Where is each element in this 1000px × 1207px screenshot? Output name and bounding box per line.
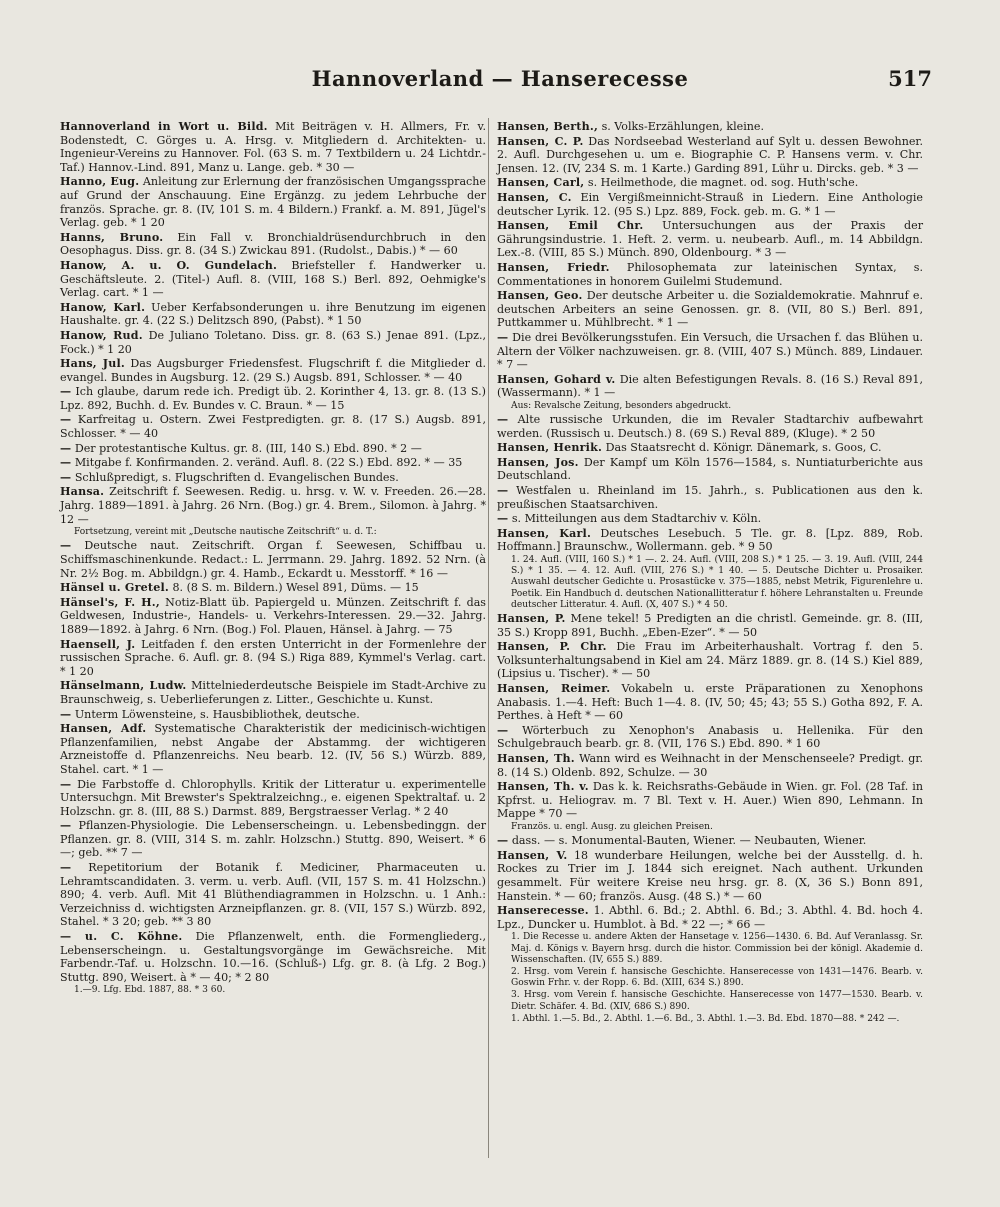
- entry-heading: Hansen, P. Chr.: [497, 640, 607, 654]
- entry-heading: Hansen, C.: [497, 190, 572, 204]
- entry-text: Zeitschrift f. Seewesen. Redig. u. hrsg. v. W. v. Freeden. 26.—28. Jahrg. 1889—1891. à Jahrg. 26 Nrn. (Bog.) gr. 4. Brem., Silomon. à Jahrg. * 12 —: [60, 485, 486, 526]
- entry-text: Alte russische Urkunden, die im Revaler Stadtarchiv aufbewahrt werden. (Russisch u. Deutsch.) 8. (69 S.) Reval 889, (Kluge). * 2 50: [497, 413, 923, 440]
- catalog-entry: [497, 849, 923, 903]
- catalog-entry: [60, 778, 486, 819]
- entry-text: Die alten Befestigungen Revals. 8. (16 S.) Reval 891, (Wassermann). * 1 —: [497, 372, 923, 400]
- entry-note: 1. Die Recesse u. andere Akten der Hansetage v. 1256—1430. 6. Bd. Auf Veranlassg. Sr. Maj. d. Königs v. Bayern hrsg. durch die histor. Commission bei der königl. Akademie d. Wissenschaften. (IV, 655 S.) 889.: [511, 932, 923, 965]
- entry-heading: —: [60, 385, 72, 399]
- column-divider: [488, 118, 489, 1158]
- entry-heading: Hansen, Geo.: [497, 289, 583, 303]
- catalog-entry: [497, 331, 923, 372]
- entry-text: De Juliano Toletano. Diss. gr. 8. (63 S.) Jenae 891. (Lpz., Fock.) * 1 20: [60, 328, 487, 356]
- entry-heading: Hansa.: [60, 485, 105, 499]
- entry-text: Der Kampf um Köln 1576—1584, s. Nuntiaturberichte aus Deutschland.: [497, 455, 923, 483]
- catalog-entry: [60, 357, 486, 384]
- entry-heading: Hansen, Adf.: [60, 722, 147, 736]
- entry-text: 8. (8 S. m. Bildern.) Wesel 891, Düms. — 15: [172, 581, 419, 595]
- entry-text: Briefsteller f. Handwerker u. Geschäftsleute. 2. (Titel-) Aufl. 8. (VIII, 168 S.) Berl. 892, Oehmigke's Verlag. cart. * 1 —: [60, 258, 486, 300]
- catalog-entry: [60, 485, 486, 526]
- entry-text: Philosophemata zur lateinischen Syntax, s. Commentationes in honorem Guilelmi Studemund.: [497, 260, 923, 288]
- entry-heading: —: [497, 413, 509, 427]
- entry-text: Systematische Charakteristik der medicinisch-wichtigen Pflanzenfamilien, nebst Angabe der Abstammg. der wichtigeren Arzneistoffe d. Pflanzenreichs. Neu bearb. 12. (IV, 56 S.) Würzb. 889, Stahel. cart. * 1 —: [60, 722, 486, 776]
- entry-text: Pflanzen-Physiologie. Die Lebenserscheingn. u. Lebensbedinggn. der Pflanzen. gr. 8. (VIII, 314 S. m. zahlr. Holzschn.) Stuttg. 890, Weisert. * 6 —; geb. ** 7 —: [60, 819, 486, 860]
- catalog-entry: [497, 780, 923, 821]
- entry-note: 1. 24. Aufl. (VIII, 160 S.) * 1 —. 2. 24. Aufl. (VIII, 208 S.) * 1 25. — 3. 19. Aufl. (VIII, 244 S.) * 1 35. — 4. 12. Aufl. (VIII, 276 S.) * 1 40. — 5. Deutsche Dichter u. Prosaiker. Auswahl deutscher Gedichte u. Prosastücke v. 375—1885, nebst Metrik, Figurenlehre u. Poetik. Ein Handbuch d. deutschen Nationallitteratur f. höhere Lehranstalten u. Freunde deutscher Litteratur. 4. Aufl. (X, 407 S.) * 4 50.: [511, 555, 923, 610]
- entry-heading: Hänsel's, F. H.,: [60, 595, 160, 609]
- entry-text: Das k. k. Reichsraths-Gebäude in Wien. gr. Fol. (28 Taf. in Kpfrst. u. Heliograv. m. 7 Bl. Text v. H. Auer.) Wien 890, Lehmann. In Mappe * 70 —: [497, 780, 923, 821]
- catalog-entry: [497, 441, 923, 455]
- entry-heading: Hanns, Bruno.: [60, 230, 164, 244]
- entry-text: Wörterbuch zu Xenophon's Anabasis u. Hellenika. Für den Schulgebrauch bearb. gr. 8. (VII, 176 S.) Ebd. 890. * 1 60: [497, 723, 924, 751]
- entry-heading: —: [60, 441, 72, 455]
- entry-text: Westfalen u. Rheinland im 15. Jahrh., s. Publicationen aus den k. preußischen Staatsarchiven.: [497, 484, 923, 511]
- catalog-entry: [497, 176, 923, 190]
- catalog-entry: [60, 456, 486, 470]
- entry-text: Schlußpredigt, s. Flugschriften d. Evangelischen Bundes.: [74, 470, 399, 484]
- entry-text: Wann wird es Weihnacht in der Menschenseele? Predigt. gr. 8. (14 S.) Oldenb. 892, Schulze. — 30: [497, 751, 924, 779]
- catalog-entry: [497, 612, 923, 639]
- catalog-entry: [497, 834, 923, 848]
- entry-heading: Hansen, Carl,: [497, 176, 585, 190]
- entry-text: Untersuchungen aus der Praxis der Gährungsindustrie. 1. Heft. 2. verm. u. neubearb. Aufl., m. 14 Abbildgn. Lex.-8. (VIII, 85 S.) Münch. 890, Oldenbourg. * 3 —: [497, 219, 923, 260]
- running-title: Hannoverland — Hanserecesse: [311, 66, 689, 91]
- catalog-entry: [497, 191, 923, 218]
- catalog-entry: [60, 679, 486, 706]
- entry-text: Notiz-Blatt üb. Papiergeld u. Münzen. Zeitschrift f. das Geldwesen, Industrie-, Handels- u. Verkehrs-Interessen. 29.—32. Jahrg. 1889—1892. à Jahrg. 6 Nrn. (Bog.) Fol. Plauen, Hänsel. à Jahrg. — 75: [60, 595, 486, 636]
- catalog-entry: [60, 638, 486, 679]
- catalog-entry: [60, 259, 486, 300]
- entry-note: 1.—9. Lfg. Ebd. 1887, 88. * 3 60.: [74, 985, 226, 996]
- entry-heading: Hanserecesse.: [497, 904, 589, 918]
- entry-heading: Hanow, Karl.: [60, 300, 146, 314]
- entry-text: Karfreitag u. Ostern. Zwei Festpredigten. gr. 8. (17 S.) Augsb. 891, Schlosser. * — 40: [60, 413, 487, 441]
- catalog-entry: [497, 219, 923, 260]
- entry-text: 18 wunderbare Heilungen, welche bei der Ausstellg. d. h. Rockes zu Trier im J. 1844 sich ereignet. Nach authent. Urkunden gesammelt. Für weitere Kreise neu hrsg. gr. 8. (X, 36 S.) Bonn 891, Hanstein. * — 60; französ. Ausg. (48 S.) * — 60: [497, 848, 924, 903]
- catalog-entry: [60, 413, 486, 440]
- entry-text: s. Volks-Erzählungen, kleine.: [601, 120, 765, 133]
- catalog-entry: [497, 373, 923, 400]
- catalog-entry: [60, 175, 486, 229]
- catalog-entry: [60, 231, 486, 258]
- entry-heading: Hanno, Eug.: [60, 175, 140, 189]
- entry-note: 3. Hrsg. vom Verein f. hansische Geschichte. Hanserecesse von 1477—1530. Bearb. v. Dietr. Schäfer. 4. Bd. (XIV, 686 S.) 890.: [511, 990, 923, 1012]
- entry-text: Mitgabe f. Konfirmanden. 2. veränd. Aufl. 8. (22 S.) Ebd. 892. * — 35: [74, 456, 463, 470]
- entry-text: Das Augsburger Friedensfest. Flugschrift f. die Mitglieder d. evangel. Bundes in Augsburg. 12. (29 S.) Augsb. 891, Schlosser. * — 40: [60, 357, 486, 384]
- entry-heading: Hansen, Henrik.: [497, 441, 603, 455]
- entry-heading: —: [60, 413, 72, 427]
- entry-text: dass. — s. Monumental-Bauten, Wiener. — Neubauten, Wiener.: [511, 834, 867, 848]
- catalog-entry: [497, 724, 923, 751]
- catalog-entry: [60, 329, 486, 356]
- entry-text: Mit Beiträgen v. H. Allmers, Fr. v. Bodenstedt, C. Görges u. A. Hrsg. v. Mitgliedern d. Architekten- u. Ingenieur-Vereins zu Hannover. Fol. (63 S. m. 7 Textbildern u. 24 Lichtdr.-Taf.) Hannov.-Lind. 891, Manz u. Lange. geb. * 30 —: [60, 120, 486, 174]
- catalog-entry: [60, 819, 486, 860]
- catalog-entry: [497, 512, 923, 526]
- catalog-entry: [60, 930, 486, 984]
- entry-heading: —: [60, 539, 72, 553]
- catalog-entry: [60, 708, 486, 722]
- catalog-entry: [497, 752, 923, 779]
- catalog-entry: [60, 539, 486, 580]
- entry-heading: Hansen, Berth.,: [497, 120, 599, 133]
- catalog-entry: [60, 861, 486, 929]
- page-header: [0, 66, 1000, 100]
- entry-heading: —: [497, 723, 509, 737]
- entry-heading: Hansen, Emil Chr.: [497, 219, 644, 233]
- entry-heading: Hänselmann, Ludw.: [60, 679, 187, 693]
- entry-heading: Hans, Jul.: [60, 357, 125, 371]
- catalog-entry: [60, 385, 486, 412]
- entry-text: 1. Abthl. 6. Bd.; 2. Abthl. 6. Bd.; 3. Abthl. 4. Bd. hoch 4. Lpz., Duncker u. Humblot. à Bd. * 22 —; * 66 —: [497, 904, 923, 931]
- entry-note: Französ. u. engl. Ausg. zu gleichen Preisen.: [511, 821, 713, 832]
- entry-text: Ueber Kerfabsonderungen u. ihre Benutzung im eigenen Haushalte. gr. 4. (22 S.) Delitzsch 890, (Pabst). * 1 50: [60, 300, 486, 328]
- entry-heading: —: [497, 512, 509, 526]
- entry-text: Der deutsche Arbeiter u. die Sozialdemokratie. Mahnruf e. deutschen Arbeiters an seine Genossen. gr. 8. (VII, 80 S.) Berl. 891, Puttkammer u. Mühlbrecht. * 1 —: [497, 289, 923, 330]
- entry-heading: Hansen, V.: [497, 848, 568, 862]
- catalog-entry: [60, 722, 486, 776]
- catalog-entry: [497, 456, 923, 483]
- entry-text: Ein Fall v. Bronchialdrüsendurchbruch in den Oesophagus. Diss. gr. 8. (34 S.) Zwickau 891. (Rudolst., Dabis.) * — 60: [60, 230, 486, 258]
- right-column: [497, 120, 923, 1026]
- catalog-entry: [60, 471, 486, 485]
- entry-text: Mittelniederdeutsche Beispiele im Stadt-Archive zu Braunschweig, s. Ueberlieferungen z. Litter., Geschichte u. Kunst.: [60, 679, 486, 706]
- catalog-entry: [60, 596, 486, 637]
- entry-text: s. Heilmethode, die magnet. od. sog. Huth'sche.: [587, 176, 859, 190]
- catalog-entry: [497, 904, 923, 931]
- entry-heading: —: [60, 456, 72, 470]
- page-number: 517: [888, 66, 932, 91]
- entry-heading: Hansen, Jos.: [497, 455, 579, 469]
- entry-text: Ein Vergißmeinnicht-Strauß in Liedern. Eine Anthologie deutscher Lyrik. 12. (95 S.) Lpz. 889, Fock. geb. m. G. * 1 —: [497, 190, 923, 218]
- entry-heading: Hannoverland in Wort u. Bild.: [60, 120, 268, 133]
- entry-text: Repetitorium der Botanik f. Mediciner, Pharmaceuten u. Lehramtscandidaten. 3. verm. u. verb. Aufl. (VII, 157 S. m. 41 Holzschn.) 890; 4. verb. Aufl. Mit 41 Blüthendiagrammen in Holzschn. u. 1 Anh.: Verzeichniss d. wichtigsten Arzneipflanzen. gr. 8. (VII, 157 S.) Würzb. 892, Stahel. * 3 20; geb. ** 3 80: [60, 861, 486, 929]
- entry-heading: —: [497, 484, 509, 498]
- entry-heading: —: [60, 777, 72, 791]
- entry-heading: —: [497, 330, 509, 344]
- catalog-entry: [60, 442, 486, 456]
- entry-heading: —: [497, 834, 509, 848]
- entry-heading: —: [60, 707, 72, 721]
- entry-heading: Hansen, P.: [497, 612, 566, 626]
- entry-heading: Hänsel u. Gretel.: [60, 581, 169, 595]
- entry-text: Das Nordseebad Westerland auf Sylt u. dessen Bewohner. 2. Aufl. Durchgesehen u. um e. Biographie C. P. Hansens verm. v. Chr. Jensen. 12. (IV, 234 S. m. 1 Karte.) Garding 891, Lühr u. Dircks. geb. * 3 —: [497, 134, 924, 175]
- entry-heading: —: [60, 470, 72, 484]
- entry-note: Aus: Revalsche Zeitung, besonders abgedruckt.: [511, 400, 732, 411]
- entry-text: Deutsche naut. Zeitschrift. Organ f. Seewesen, Schiffbau u. Schiffsmaschinenkunde. Redact.: L. Jerrmann. 29. Jahrg. 1892. 52 Nrn. (à Nr. 2½ Bog. m. Abbildgn.) gr. 4. Hamb., Eckardt u. Messtorff. * 16 —: [60, 539, 486, 580]
- entry-heading: — u. C. Köhne.: [60, 930, 183, 944]
- entry-text: Deutsches Lesebuch. 5 Tle. gr. 8. [Lpz. 889, Rob. Hoffmann.] Braunschw., Wollermann. geb. * 9 50: [497, 526, 923, 554]
- entry-heading: Hansen, Th.: [497, 751, 575, 765]
- entry-heading: Hansen, Karl.: [497, 526, 592, 540]
- catalog-entry: [497, 640, 923, 681]
- entry-text: Ich glaube, darum rede ich. Predigt üb. 2. Korinther 4, 13. gr. 8. (13 S.) Lpz. 892, Buchh. d. Ev. Bundes v. C. Braun. * — 15: [60, 385, 486, 412]
- entry-text: Die drei Bevölkerungsstufen. Ein Versuch, die Ursachen f. das Blühen u. Altern der Völker nachzuweisen. gr. 8. (VIII, 407 S.) Münch. 889, Lindauer. * 7 —: [497, 330, 924, 372]
- catalog-entry: [60, 581, 486, 595]
- entry-text: Anleitung zur Erlernung der französischen Umgangssprache auf Grund der Anschauung. Eine Ergänzg. zu jedem Lehrbuche der französ. Sprache. gr. 8. (IV, 101 S. m. 4 Bildern.) Frankf. a. M. 891, Jügel's Verlag. geb. * 1 20: [60, 175, 486, 230]
- left-column: [60, 120, 486, 998]
- entry-note: Fortsetzung, vereint mit „Deutsche nautische Zeitschrift“ u. d. T.:: [74, 527, 377, 538]
- entry-heading: —: [60, 819, 72, 833]
- entry-text: Das Staatsrecht d. Königr. Dänemark, s. Goos, C.: [605, 441, 882, 455]
- entry-heading: Hansen, C. P.: [497, 134, 584, 148]
- entry-text: Mene tekel! 5 Predigten an die christl. Gemeinde. gr. 8. (III, 35 S.) Kropp 891, Buchh. „Eben-Ezer“. * — 50: [497, 612, 923, 639]
- entry-heading: Hansen, Gohard v.: [497, 372, 616, 386]
- entry-text: Leitfaden f. den ersten Unterricht in der Formenlehre der russischen Sprache. 6. Aufl. gr. 8. (94 S.) Riga 889, Kymmel's Verlag. cart. * 1 20: [60, 637, 487, 678]
- entry-heading: Hansen, Friedr.: [497, 260, 610, 274]
- entry-heading: Hanow, Rud.: [60, 328, 143, 342]
- entry-text: Die Pflanzenwelt, enth. die Formengliederg., Lebenserscheingn. u. Gestaltungsvorgänge im Gewächsreiche. Mit Farbendr.-Taf. u. Holzschn. 10.—16. (Schluß-) Lfg. gr. 8. (à Lfg. 2 Bog.) Stuttg. 890, Weisert. à * — 40; * 2 80: [60, 930, 486, 984]
- entry-note: 2. Hrsg. vom Verein f. hansische Geschichte. Hanserecesse von 1431—1476. Bearb. v. Goswin Frhr. v. der Ropp. 6. Bd. (XIII, 634 S.) 890.: [511, 966, 923, 989]
- entry-note: 1. Abthl. 1.—5. Bd., 2. Abthl. 1.—6. Bd., 3. Abthl. 1.—3. Bd. Ebd. 1870—88. * 242 —.: [511, 1013, 900, 1024]
- entry-heading: Hanow, A. u. O. Gundelach.: [60, 258, 278, 272]
- catalog-entry: [497, 261, 923, 288]
- catalog-entry: [60, 120, 486, 174]
- entry-text: Die Frau im Arbeiterhaushalt. Vortrag f. den 5. Volksunterhaltungsabend in Kiel am 24. März 1889. gr. 8. (14 S.) Kiel 889, (Lipsius u. Tischer). * — 50: [497, 640, 923, 681]
- catalog-entry: [497, 120, 923, 134]
- catalog-entry: [497, 413, 923, 440]
- catalog-entry: [497, 289, 923, 330]
- entry-text: Vokabeln u. erste Präparationen zu Xenophons Anabasis. 1.—4. Heft: Buch 1—4. 8. (IV, 50; 45; 43; 55 S.) Gotha 892, F. A. Perthes. à Heft * — 60: [497, 682, 923, 723]
- catalog-entry: [497, 682, 923, 723]
- entry-heading: —: [60, 861, 72, 875]
- entry-text: Der protestantische Kultus. gr. 8. (III, 140 S.) Ebd. 890. * 2 —: [74, 441, 422, 455]
- catalog-entry: [497, 135, 923, 176]
- catalog-entry: [497, 527, 923, 554]
- entry-text: Unterm Löwensteine, s. Hausbibliothek, deutsche.: [74, 707, 360, 721]
- entry-heading: Haensell, J.: [60, 637, 136, 651]
- entry-text: s. Mitteilungen aus dem Stadtarchiv v. Köln.: [511, 512, 762, 526]
- entry-text: Die Farbstoffe d. Chlorophylls. Kritik der Litteratur u. experimentelle Untersuchgn. Mit Brewster's Spektralzeichng., e. eigenen Spektraltaf. u. 2 Holzschn. gr. 8. (III, 88 S.) Darmst. 889, Bergstraesser Verlag. * 2 40: [60, 777, 486, 818]
- entry-heading: Hansen, Reimer.: [497, 682, 611, 695]
- entry-heading: Hansen, Th. v.: [497, 780, 589, 794]
- catalog-entry: [60, 301, 486, 328]
- catalog-entry: [497, 484, 923, 511]
